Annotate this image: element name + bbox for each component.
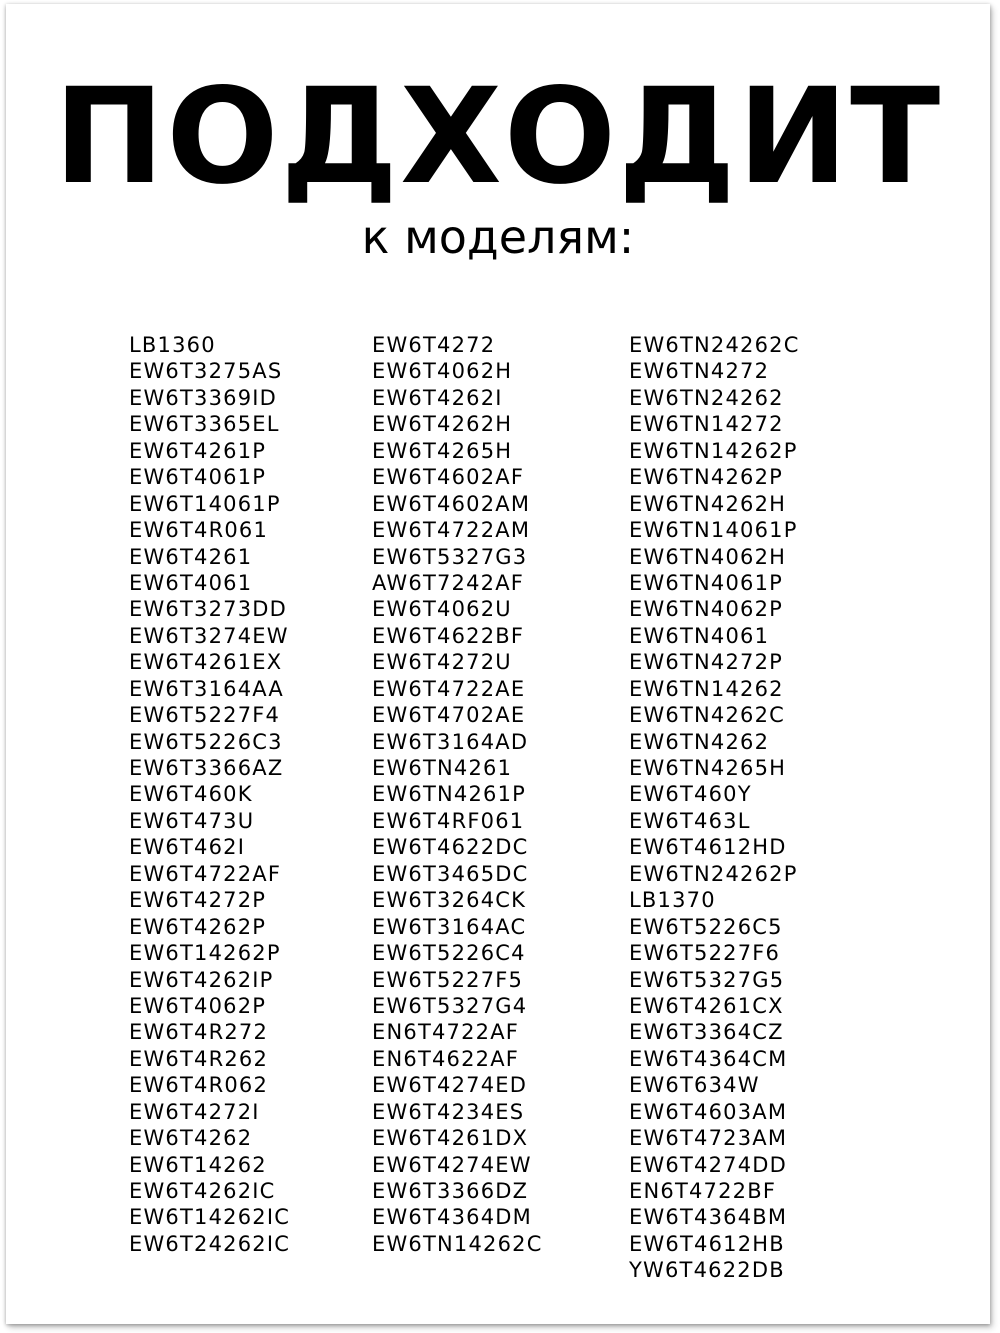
model-item: EW6T5327G4: [372, 993, 528, 1018]
model-item: EN6T4722AF: [372, 1020, 520, 1045]
model-item: LB1360: [129, 333, 216, 357]
model-item: EW6T5227F4: [129, 703, 281, 728]
model-item: EW6T4612HB: [629, 1231, 785, 1256]
model-item: EW6T4061: [129, 570, 253, 595]
model-item: EW6T4RF061: [372, 808, 525, 833]
model-item: EW6TN24262C: [629, 333, 800, 357]
model-item: EW6T4622BF: [372, 623, 525, 648]
model-item: EW6T4262: [129, 1126, 253, 1151]
model-item: EW6TN4261: [372, 756, 513, 780]
model-item: EW6T4272: [372, 333, 496, 357]
model-item: YW6T4622DB: [629, 1258, 785, 1283]
model-item: LB1370: [629, 888, 716, 913]
model-item: EW6T5327G5: [629, 967, 785, 992]
model-item: EW6T3275AS: [129, 359, 283, 384]
model-list-column-1: [129, 332, 290, 1257]
model-item: EW6T4722AE: [372, 676, 526, 701]
model-item: EW6T14262P: [129, 941, 281, 966]
model-item: EW6T24262IC: [129, 1231, 291, 1256]
model-item: EW6T3365EL: [129, 412, 280, 437]
model-item: EW6TN14262C: [372, 1231, 543, 1256]
model-item: EW6T3364CZ: [629, 1020, 784, 1045]
model-item: EW6T4602AF: [372, 465, 525, 490]
model-item: EW6T3164AC: [372, 914, 527, 939]
model-item: EW6T4R262: [129, 1046, 269, 1071]
model-item: EW6T14262: [129, 1152, 267, 1177]
model-item: EN6T4622AF: [372, 1046, 520, 1071]
model-item: EW6TN4272: [629, 359, 770, 384]
model-item: EW6TN4262P: [629, 465, 784, 490]
model-item: EW6TN4062P: [629, 597, 784, 622]
model-item: EW6TN4062H: [629, 544, 787, 569]
model-item: EW6T4274ED: [372, 1073, 528, 1098]
model-item: EW6TN4061: [629, 623, 770, 648]
model-item: EW6T5327G3: [372, 544, 528, 569]
model-item: EW6T4262IP: [129, 967, 274, 992]
model-item: EW6T4261EX: [129, 650, 283, 675]
model-item: EW6T4603AM: [629, 1099, 788, 1124]
model-item: EW6T460K: [129, 782, 253, 807]
model-item: EW6TN24262: [629, 385, 784, 410]
model-item: EW6TN4261P: [372, 782, 527, 807]
model-item: EW6T4622DC: [372, 835, 529, 860]
model-item: EW6T3465DC: [372, 861, 529, 886]
model-item: EW6T3273DD: [129, 597, 288, 622]
model-item: EW6T4261P: [129, 438, 267, 463]
model-item: EW6T5226C3: [129, 729, 283, 754]
model-item: EW6TN4061P: [629, 570, 784, 595]
model-item: EW6T4262P: [129, 914, 267, 939]
model-item: EW6T4261CX: [629, 993, 784, 1018]
model-item: EW6TN4262C: [629, 703, 786, 728]
model-item: EW6T4R061: [129, 518, 269, 543]
model-item: EW6T14061P: [129, 491, 281, 516]
model-item: EW6TN4265H: [629, 756, 787, 780]
model-item: EW6T4602AM: [372, 491, 531, 516]
model-item: EW6T3264CK: [372, 888, 527, 913]
model-item: EW6T3366AZ: [129, 756, 284, 780]
model-item: EW6T5226C5: [629, 914, 783, 939]
model-item: EW6T4272P: [129, 888, 267, 913]
model-list-column-3: [629, 332, 800, 1284]
model-item: EW6T4062U: [372, 597, 512, 622]
model-item: EW6T3369ID: [129, 385, 278, 410]
model-item: EW6T4612HD: [629, 835, 787, 860]
model-item: EW6T4265H: [372, 438, 513, 463]
model-item: EW6T5227F5: [372, 967, 524, 992]
model-item: EW6TN14272: [629, 412, 784, 437]
model-item: EW6T3366DZ: [372, 1179, 529, 1203]
model-item: EW6T4364DM: [372, 1205, 532, 1230]
model-item: EW6T4R272: [129, 1020, 269, 1045]
model-item: EW6T4262IC: [129, 1179, 276, 1203]
model-item: EW6T4274DD: [629, 1152, 788, 1177]
page-subtitle: к моделям:: [361, 210, 635, 264]
model-item: EW6T4062P: [129, 993, 267, 1018]
model-item: EW6T4722AM: [372, 518, 531, 543]
model-item: EW6T634W: [629, 1073, 760, 1098]
model-item: EW6T4234ES: [372, 1099, 525, 1124]
model-item: EN6T4722BF: [629, 1179, 777, 1203]
model-item: EW6TN24262P: [629, 861, 798, 886]
model-item: EW6T460Y: [629, 782, 752, 807]
model-list-column-2: [372, 332, 543, 1257]
model-item: EW6T5226C4: [372, 941, 526, 966]
model-item: EW6T4364BM: [629, 1205, 788, 1230]
model-item: EW6T4274EW: [372, 1152, 532, 1177]
model-item: EW6TN4272P: [629, 650, 784, 675]
model-item: EW6TN14061P: [629, 518, 798, 543]
model-item: EW6T4722AF: [129, 861, 282, 886]
model-item: AW6T7242AF: [372, 570, 525, 595]
model-item: EW6T3164AA: [129, 676, 284, 701]
model-item: EW6T4261: [129, 544, 253, 569]
model-item: EW6T4061P: [129, 465, 267, 490]
model-item: EW6T4364CM: [629, 1046, 788, 1071]
model-item: EW6T4272U: [372, 650, 512, 675]
model-item: EW6T463L: [629, 808, 751, 833]
compatibility-sheet: [6, 4, 990, 1324]
model-item: EW6TN14262P: [629, 438, 798, 463]
model-item: EW6TN4262H: [629, 491, 787, 516]
model-item: EW6T4262H: [372, 412, 513, 437]
model-item: EW6T14262IC: [129, 1205, 291, 1230]
model-item: EW6T3274EW: [129, 623, 289, 648]
model-item: EW6T5227F6: [629, 941, 781, 966]
model-item: EW6T4261DX: [372, 1126, 529, 1151]
model-item: EW6TN14262: [629, 676, 784, 701]
model-item: EW6T4R062: [129, 1073, 269, 1098]
page-title: ПОДХОДИТ: [53, 60, 943, 214]
model-item: EW6T4702AE: [372, 703, 526, 728]
model-item: EW6T4062H: [372, 359, 513, 384]
model-item: EW6T4272I: [129, 1099, 260, 1124]
model-item: EW6TN4262: [629, 729, 770, 754]
model-item: EW6T473U: [129, 808, 255, 833]
model-item: EW6T4723AM: [629, 1126, 788, 1151]
model-item: EW6T3164AD: [372, 729, 529, 754]
model-item: EW6T462I: [129, 835, 246, 860]
model-item: EW6T4262I: [372, 385, 503, 410]
